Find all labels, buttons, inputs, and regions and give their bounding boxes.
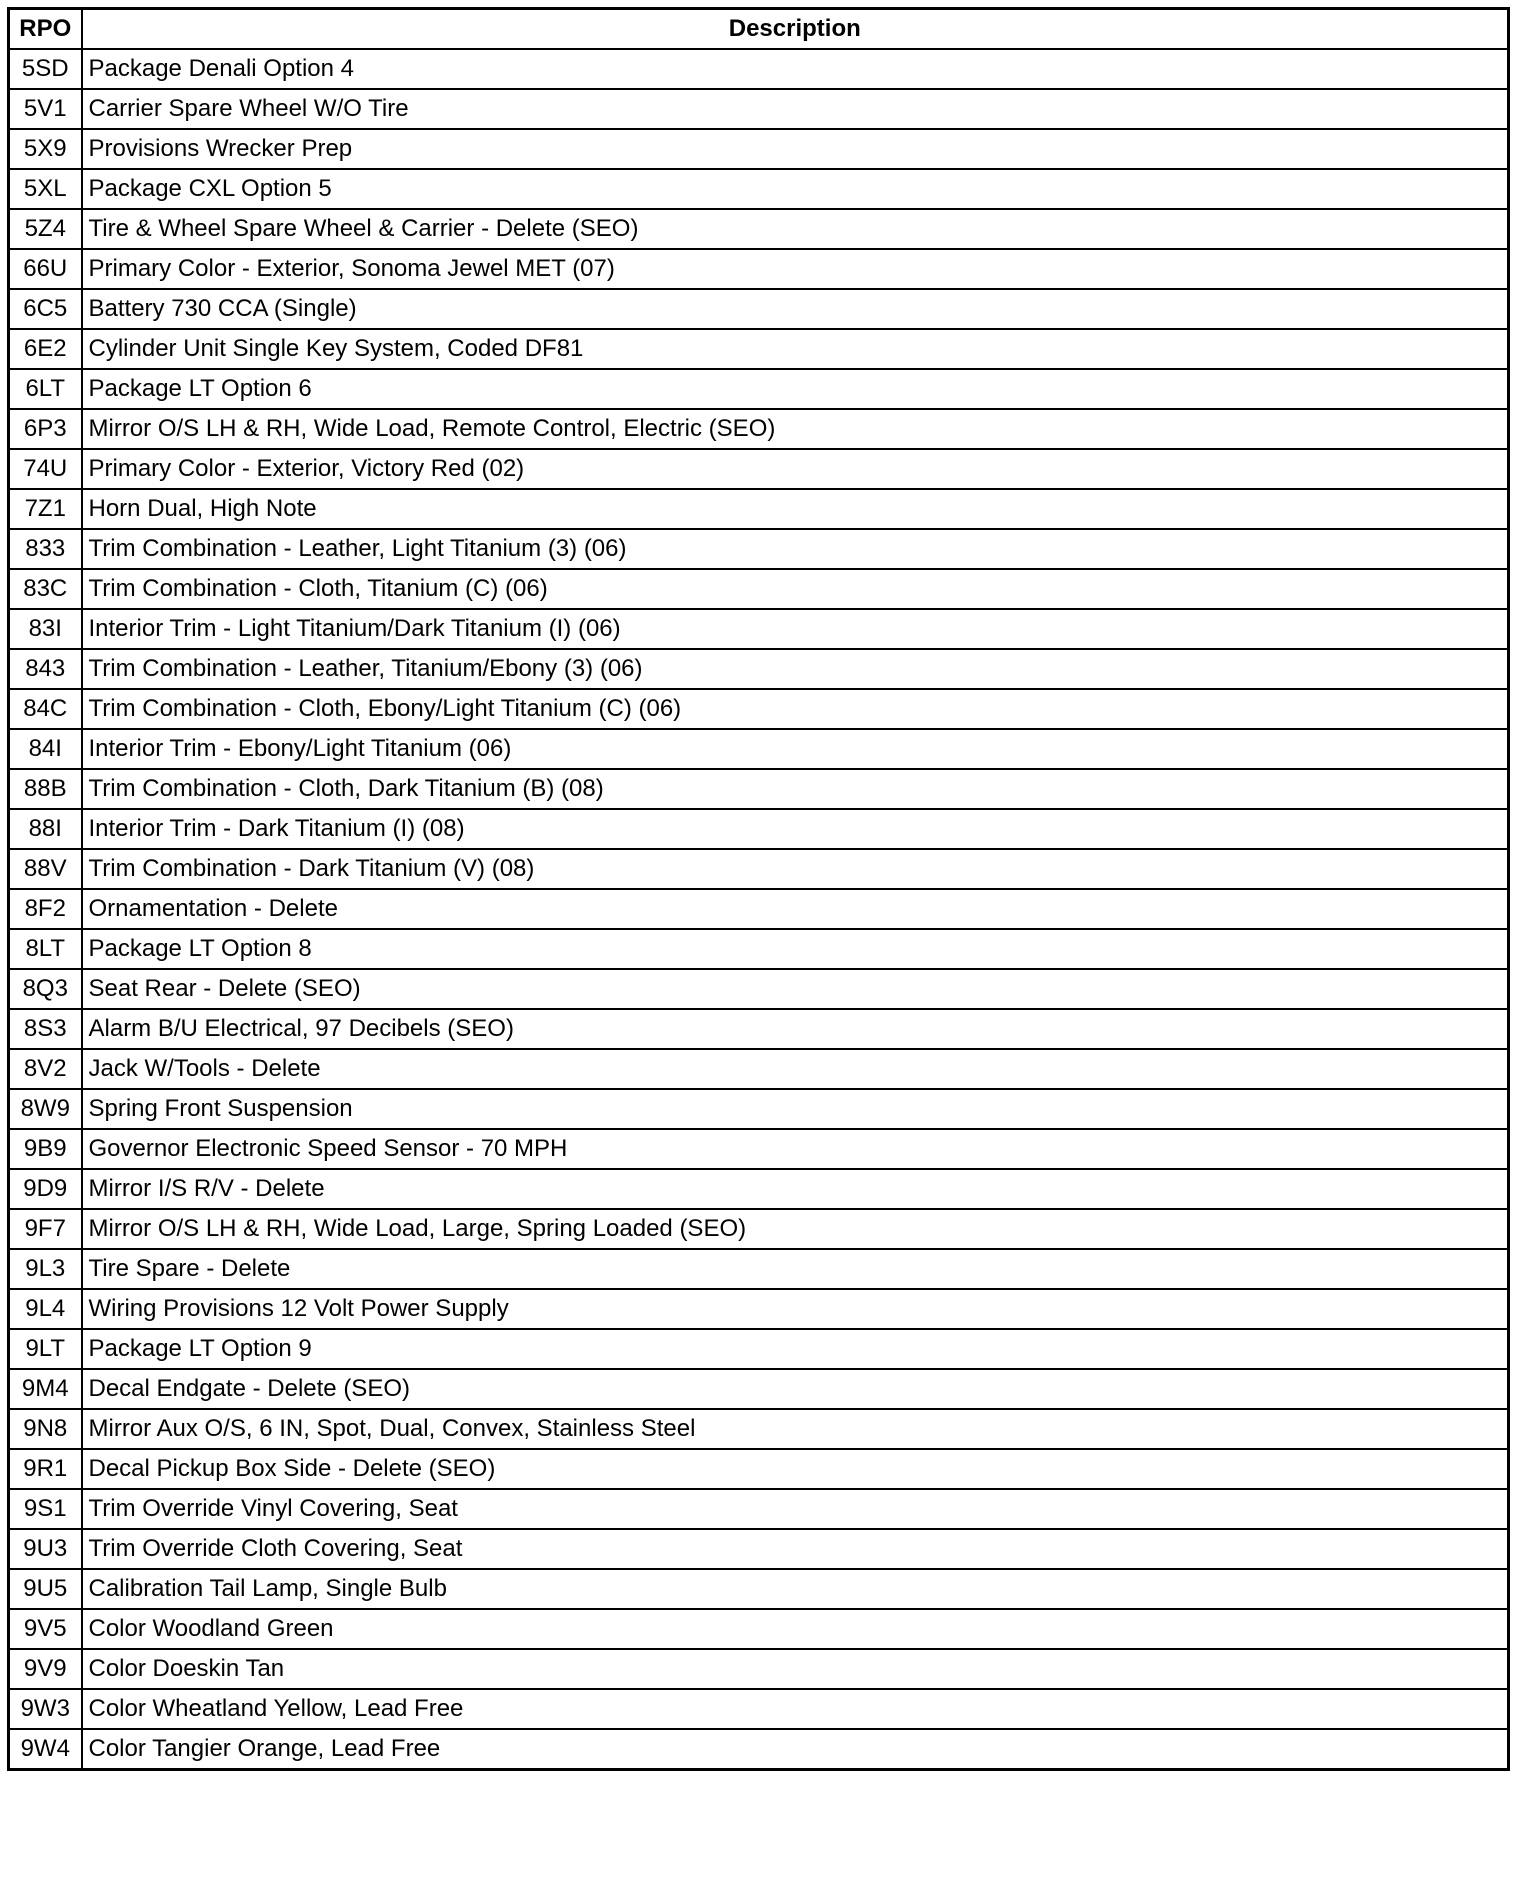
rpo-code-cell: 9R1 [9,1449,82,1489]
table-row [9,1729,1509,1770]
description-cell: Tire & Wheel Spare Wheel & Carrier - Delete (SEO) [82,209,1509,249]
rpo-code-cell: 8LT [9,929,82,969]
description-cell: Decal Endgate - Delete (SEO) [82,1369,1509,1409]
rpo-code-cell: 9D9 [9,1169,82,1209]
table-row [9,1009,1509,1049]
description-cell: Calibration Tail Lamp, Single Bulb [82,1569,1509,1609]
description-cell: Governor Electronic Speed Sensor - 70 MPH [82,1129,1509,1169]
table-row [9,689,1509,729]
rpo-code-cell: 9M4 [9,1369,82,1409]
description-cell: Mirror O/S LH & RH, Wide Load, Large, Spring Loaded (SEO) [82,1209,1509,1249]
rpo-code-cell: 88V [9,849,82,889]
table-row [9,329,1509,369]
description-cell: Trim Override Vinyl Covering, Seat [82,1489,1509,1529]
table-row [9,1649,1509,1689]
rpo-code-cell: 5XL [9,169,82,209]
table-row [9,729,1509,769]
rpo-code-cell: 7Z1 [9,489,82,529]
description-column-header: Description [82,9,1509,50]
rpo-code-cell: 9V5 [9,1609,82,1649]
description-cell: Trim Override Cloth Covering, Seat [82,1529,1509,1569]
table-row [9,169,1509,209]
table-body [9,49,1509,1770]
rpo-code-cell: 9B9 [9,1129,82,1169]
table-row [9,1089,1509,1129]
table-row [9,1609,1509,1649]
description-cell: Trim Combination - Cloth, Dark Titanium (B) (08) [82,769,1509,809]
table-row [9,969,1509,1009]
description-cell: Seat Rear - Delete (SEO) [82,969,1509,1009]
table-row [9,769,1509,809]
description-cell: Interior Trim - Ebony/Light Titanium (06) [82,729,1509,769]
description-cell: Primary Color - Exterior, Victory Red (02) [82,449,1509,489]
rpo-code-cell: 9F7 [9,1209,82,1249]
description-cell: Trim Combination - Leather, Light Titanium (3) (06) [82,529,1509,569]
rpo-code-cell: 5V1 [9,89,82,129]
table-row [9,449,1509,489]
description-cell: Interior Trim - Dark Titanium (I) (08) [82,809,1509,849]
table-row [9,1689,1509,1729]
table-row [9,1249,1509,1289]
rpo-code-cell: 66U [9,249,82,289]
rpo-code-cell: 74U [9,449,82,489]
rpo-code-cell: 83C [9,569,82,609]
rpo-code-cell: 83I [9,609,82,649]
rpo-code-cell: 84I [9,729,82,769]
table-row [9,529,1509,569]
description-cell: Color Woodland Green [82,1609,1509,1649]
table-row [9,1329,1509,1369]
table-row [9,289,1509,329]
table-row [9,1129,1509,1169]
table-row [9,1489,1509,1529]
description-cell: Tire Spare - Delete [82,1249,1509,1289]
description-cell: Interior Trim - Light Titanium/Dark Titanium (I) (06) [82,609,1509,649]
rpo-code-cell: 8F2 [9,889,82,929]
rpo-code-cell: 5Z4 [9,209,82,249]
description-cell: Trim Combination - Cloth, Ebony/Light Titanium (C) (06) [82,689,1509,729]
rpo-code-cell: 843 [9,649,82,689]
table-row [9,1529,1509,1569]
description-cell: Color Wheatland Yellow, Lead Free [82,1689,1509,1729]
rpo-code-cell: 9U5 [9,1569,82,1609]
description-cell: Decal Pickup Box Side - Delete (SEO) [82,1449,1509,1489]
rpo-table [7,7,1510,1771]
rpo-code-cell: 833 [9,529,82,569]
description-cell: Package LT Option 9 [82,1329,1509,1369]
table-row [9,409,1509,449]
description-cell: Primary Color - Exterior, Sonoma Jewel MET (07) [82,249,1509,289]
description-cell: Battery 730 CCA (Single) [82,289,1509,329]
rpo-code-cell: 9N8 [9,1409,82,1449]
description-cell: Wiring Provisions 12 Volt Power Supply [82,1289,1509,1329]
table-row [9,929,1509,969]
rpo-code-cell: 6LT [9,369,82,409]
description-cell: Cylinder Unit Single Key System, Coded DF81 [82,329,1509,369]
table-row [9,849,1509,889]
description-cell: Mirror Aux O/S, 6 IN, Spot, Dual, Convex, Stainless Steel [82,1409,1509,1449]
description-cell: Horn Dual, High Note [82,489,1509,529]
description-cell: Package LT Option 8 [82,929,1509,969]
rpo-code-cell: 6E2 [9,329,82,369]
table-row [9,609,1509,649]
rpo-code-cell: 88I [9,809,82,849]
rpo-code-cell: 9U3 [9,1529,82,1569]
table-row [9,1289,1509,1329]
table-row [9,369,1509,409]
rpo-code-cell: 9W4 [9,1729,82,1770]
table-row [9,1449,1509,1489]
description-cell: Trim Combination - Cloth, Titanium (C) (06) [82,569,1509,609]
description-cell: Package Denali Option 4 [82,49,1509,89]
description-cell: Mirror O/S LH & RH, Wide Load, Remote Control, Electric (SEO) [82,409,1509,449]
description-cell: Ornamentation - Delete [82,889,1509,929]
description-cell: Package LT Option 6 [82,369,1509,409]
description-cell: Mirror I/S R/V - Delete [82,1169,1509,1209]
rpo-code-cell: 9W3 [9,1689,82,1729]
table-header [9,9,1509,50]
table-row [9,249,1509,289]
table-row [9,129,1509,169]
table-row [9,1049,1509,1089]
table-row [9,1369,1509,1409]
rpo-code-cell: 6P3 [9,409,82,449]
rpo-code-cell: 9LT [9,1329,82,1369]
header-row [9,9,1509,50]
rpo-code-cell: 6C5 [9,289,82,329]
table-row [9,49,1509,89]
rpo-code-cell: 8S3 [9,1009,82,1049]
description-cell: Carrier Spare Wheel W/O Tire [82,89,1509,129]
rpo-code-cell: 8Q3 [9,969,82,1009]
rpo-code-cell: 9V9 [9,1649,82,1689]
table-row [9,569,1509,609]
description-cell: Alarm B/U Electrical, 97 Decibels (SEO) [82,1009,1509,1049]
description-cell: Jack W/Tools - Delete [82,1049,1509,1089]
description-cell: Provisions Wrecker Prep [82,129,1509,169]
rpo-code-cell: 9L3 [9,1249,82,1289]
rpo-code-cell: 8W9 [9,1089,82,1129]
table-row [9,1169,1509,1209]
rpo-code-cell: 9L4 [9,1289,82,1329]
rpo-code-cell: 5X9 [9,129,82,169]
rpo-code-cell: 88B [9,769,82,809]
description-cell: Trim Combination - Leather, Titanium/Ebony (3) (06) [82,649,1509,689]
description-cell: Package CXL Option 5 [82,169,1509,209]
table-row [9,649,1509,689]
table-row [9,489,1509,529]
table-row [9,809,1509,849]
description-cell: Trim Combination - Dark Titanium (V) (08) [82,849,1509,889]
rpo-code-cell: 8V2 [9,1049,82,1089]
description-cell: Color Doeskin Tan [82,1649,1509,1689]
table-row [9,1409,1509,1449]
rpo-code-cell: 5SD [9,49,82,89]
table-row [9,1209,1509,1249]
rpo-code-cell: 84C [9,689,82,729]
table-row [9,89,1509,129]
table-row [9,889,1509,929]
table-row [9,209,1509,249]
description-cell: Color Tangier Orange, Lead Free [82,1729,1509,1770]
table-row [9,1569,1509,1609]
rpo-column-header: RPO [9,9,82,50]
description-cell: Spring Front Suspension [82,1089,1509,1129]
rpo-code-cell: 9S1 [9,1489,82,1529]
